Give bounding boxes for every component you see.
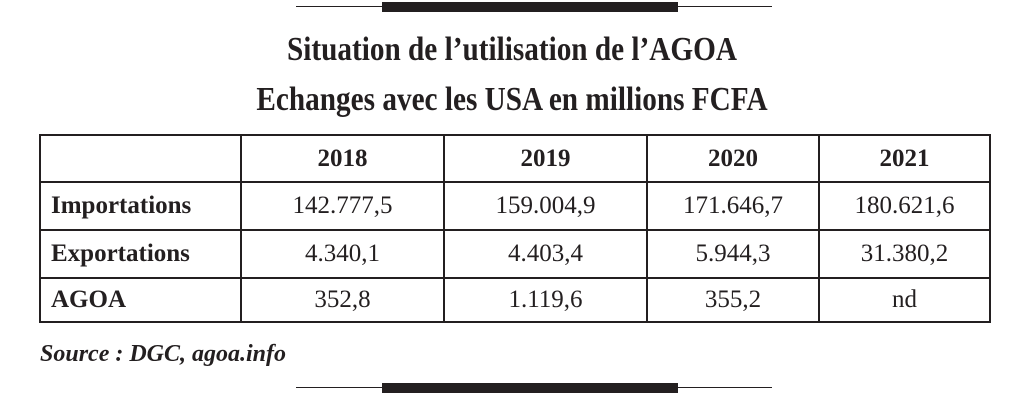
table-cell: 159.004,9: [444, 182, 647, 230]
table-cell: 355,2: [647, 278, 819, 322]
row-label: AGOA: [40, 278, 241, 322]
column-header: 2021: [819, 135, 990, 182]
row-label: Exportations: [40, 230, 241, 278]
page-subtitle: Echanges avec les USA en millions FCFA: [256, 81, 768, 118]
column-header: 2018: [241, 135, 444, 182]
table-cell: 1.119,6: [444, 278, 647, 322]
top-divider: [296, 0, 772, 14]
column-header: [40, 135, 241, 182]
table-cell: 352,8: [241, 278, 444, 322]
table-row: [40, 278, 990, 322]
table-cell: 142.777,5: [241, 182, 444, 230]
row-label: Importations: [40, 182, 241, 230]
table-row: [40, 182, 990, 230]
table-row: [40, 230, 990, 278]
table-cell: 171.646,7: [647, 182, 819, 230]
table-header-row: [40, 135, 990, 182]
table-cell: 4.340,1: [241, 230, 444, 278]
table-cell: 5.944,3: [647, 230, 819, 278]
page-title: Situation de l’utilisation de l’AGOA: [286, 31, 738, 68]
table-cell: 4.403,4: [444, 230, 647, 278]
source-note: Source : DGC, agoa.info: [40, 341, 287, 367]
bottom-divider: [296, 381, 772, 395]
column-header: 2020: [647, 135, 819, 182]
trade-table: [39, 134, 991, 323]
table-cell: nd: [819, 278, 990, 322]
column-header: 2019: [444, 135, 647, 182]
table-cell: 180.621,6: [819, 182, 990, 230]
table-cell: 31.380,2: [819, 230, 990, 278]
